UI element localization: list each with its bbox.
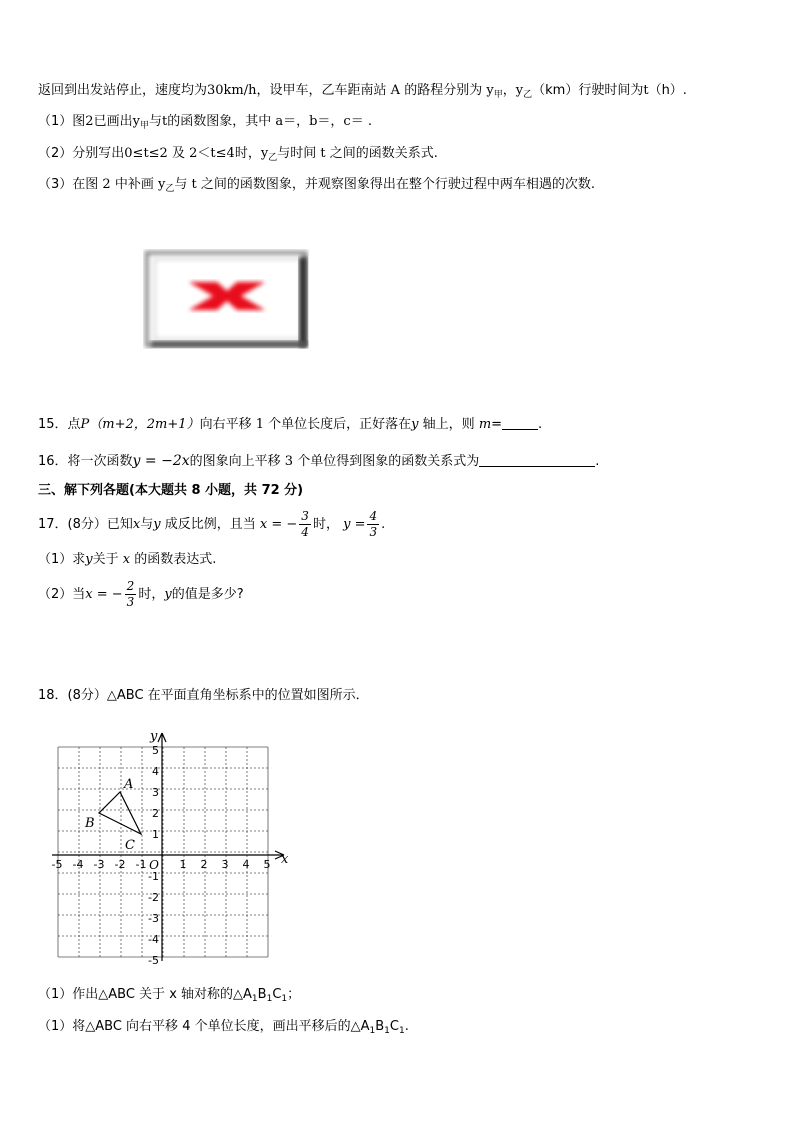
x-tick-label: -1: [135, 858, 147, 871]
q18-p2-end: .: [404, 1019, 409, 1034]
frac1-numerator: 3: [301, 509, 309, 523]
q18-p1-sub2: 1: [266, 994, 273, 1004]
frac1-denominator: 4: [301, 525, 309, 539]
q17-p1-a: （1）求: [38, 552, 86, 567]
x-tick-label: 2: [200, 858, 208, 871]
y-jia: y: [486, 83, 494, 98]
q17-part1: [38, 551, 216, 569]
q14-p3-t: t: [191, 177, 197, 192]
q17-cond-y: y =: [343, 517, 366, 532]
q15-text-c: 轴上，则: [422, 417, 475, 432]
q17-end: .: [381, 517, 386, 532]
q14-p3-a: （3）在图: [38, 177, 99, 192]
x-tick-label: -5: [51, 858, 63, 871]
q14-p2-y: y: [260, 146, 269, 161]
y-tick-label: -1: [148, 870, 159, 883]
q14-p3-f: 之间的函数图象，并观察图象得出在整个行驶过程中两车相遇的次数.: [200, 177, 596, 192]
q18-p2-c: C: [389, 1019, 399, 1034]
x-tick-label: 4: [242, 858, 250, 871]
triangle-abc: [84, 777, 141, 853]
q18-p1-text: （1）作出△ABC 关于 x 轴对称的△A: [38, 987, 252, 1002]
sub-yi: 乙: [523, 90, 533, 100]
q14-p1-d: 与: [148, 114, 162, 129]
q14-p1-sub: 甲: [139, 121, 149, 131]
y-tick-label: 3: [152, 786, 159, 799]
x-tick-label: -2: [114, 858, 126, 871]
q17-p1-b: 关于: [92, 552, 119, 567]
q15-point-p: P: [80, 417, 90, 432]
y-tick-label: 2: [152, 807, 159, 820]
q16-answer-blank[interactable]: [479, 453, 595, 467]
x-tick-label: -3: [93, 858, 105, 871]
axes: [52, 729, 289, 961]
origin-label: O: [149, 858, 159, 872]
q18-p2-text: （1）将△ABC 向右平移 4 个单位长度，画出平移后的△A: [38, 1019, 370, 1034]
q14-p3-c: 中补画: [114, 177, 154, 192]
q14-p1-c: 已画出: [93, 114, 133, 129]
q17-p1-x: x: [122, 552, 131, 567]
q16-end: .: [595, 454, 600, 469]
q14-intro-text-b: ，设甲车，乙车距南站: [256, 83, 387, 98]
q14-p3-y: y: [158, 177, 166, 192]
y-tick-label: 5: [152, 744, 159, 757]
y-tick-label: -2: [148, 891, 159, 904]
q17-p2-a: （2）当: [38, 587, 86, 602]
q17-fraction-x: [299, 509, 311, 540]
q17-cond-x: x = −: [259, 517, 298, 532]
q18-part2: [38, 1018, 409, 1040]
q14-intro-text-e: （km）行驶时间为: [532, 83, 644, 98]
x-tick-label: 5: [263, 858, 271, 871]
q14-p1-abc: a＝，b＝，c＝ .: [275, 114, 372, 129]
q15-line: [38, 416, 542, 434]
q14-part3: [38, 176, 595, 198]
q17-p2-b: 时，: [138, 587, 165, 602]
q15-answer-blank[interactable]: [502, 416, 538, 430]
q14-p2-f: 与时间: [277, 146, 317, 161]
vertex-label-a: A: [124, 777, 134, 792]
q18-p1-b: B: [257, 987, 267, 1002]
q18-p2-sub1: 1: [369, 1026, 376, 1036]
q17-line: [38, 508, 385, 542]
q15-text-a: 向右平移: [199, 417, 252, 432]
q14-p2-range1: 0≤t≤2: [124, 146, 168, 161]
q16-text-a: 的图象向上平移: [189, 454, 281, 469]
sub-jia: 甲: [493, 90, 503, 100]
q16-number: 16．将一次函数: [38, 454, 133, 469]
q15-text-b: 个单位长度后，正好落在: [268, 417, 412, 432]
q14-p1-y: y: [132, 114, 140, 129]
q14-p3-fig: 2: [102, 177, 111, 192]
q15-one: 1: [255, 417, 264, 432]
q14-p2-e: 时，: [234, 146, 261, 161]
y-tick-label: -4: [148, 933, 159, 946]
q17-p2-x: x = −: [85, 587, 123, 602]
x-tick-label: 1: [179, 858, 187, 871]
q18-p1-c: C: [272, 987, 282, 1002]
x-tick-label: -4: [72, 858, 84, 871]
q17-p1-y: y: [85, 552, 93, 567]
q15-y: y: [411, 417, 419, 432]
broken-image-placeholder: [143, 249, 309, 349]
q14-intro-text-a: 返回到出发站停止，速度均为: [38, 83, 208, 98]
q14-intro: [38, 82, 687, 104]
y-tick-label: 1: [152, 828, 159, 841]
q16-text-b: 个单位得到图象的函数关系式为: [297, 454, 480, 469]
broken-image-icon: [143, 249, 309, 349]
q14-p2-sub: 乙: [268, 153, 278, 163]
q14-p2-c: 及: [171, 146, 185, 161]
frac2-numerator: 4: [369, 509, 378, 523]
q14-p3-sub: 乙: [165, 184, 175, 194]
q17-x: x: [132, 517, 141, 532]
q14-p3-d: 与: [174, 177, 188, 192]
q18-p2-sub3: 1: [398, 1026, 405, 1036]
q14-p1-fig: 2: [85, 114, 94, 129]
q18-p2-b: B: [375, 1019, 385, 1034]
q17-fraction-p2: [125, 579, 137, 610]
q15-eq: =: [491, 417, 503, 432]
q14-p2-range2: 2＜t≤4: [189, 146, 235, 161]
section3-title: 三、解下列各题(本大题共 8 小题，共 72 分): [38, 483, 304, 498]
q18-part1: [38, 986, 300, 1008]
vertex-label-b: B: [85, 816, 95, 831]
y-tick-label: 4: [152, 765, 159, 778]
y-axis-label: y: [150, 729, 158, 744]
q14-station: A: [390, 83, 401, 98]
q16-three: 3: [284, 454, 294, 469]
coordinate-grid: [40, 718, 310, 968]
frac3-numerator: 2: [126, 579, 135, 593]
q17-y: y: [153, 517, 161, 532]
triangle-edges: [99, 792, 141, 834]
q14-p1-a: （1）图: [38, 114, 86, 129]
x-tick-label: 3: [221, 858, 229, 871]
q14-p2-a: （2）分别写出: [38, 146, 125, 161]
q15-number: 15．点: [38, 417, 81, 432]
frac2-denominator: 3: [369, 525, 378, 539]
q15-end: .: [538, 417, 543, 432]
q18-p1-sub1: 1: [251, 994, 258, 1004]
q18-p1-sub3: 1: [281, 994, 288, 1004]
frac3-denominator: 3: [126, 595, 135, 609]
y-yi: y: [515, 83, 524, 98]
q14-intro-text-f: （h）.: [648, 83, 687, 98]
q14-speed: 30km/h: [207, 83, 257, 98]
q14-t: t: [643, 83, 649, 98]
q14-p2-h: 之间的函数关系式.: [329, 146, 438, 161]
q17-text-b: 成反比例，且当: [164, 517, 256, 532]
q17-text-c: 时，: [312, 517, 339, 532]
q14-comma: ，: [502, 83, 516, 98]
q14-part2: [38, 145, 438, 167]
y-tick-label: -5: [148, 954, 159, 967]
q17-fraction-y: [367, 509, 379, 540]
q18-p1-end: ；: [287, 987, 301, 1002]
q17-number: 17．(8分）已知: [38, 517, 133, 532]
q15-m: m: [478, 417, 492, 432]
q14-p1-t: t: [161, 114, 168, 129]
q15-coords: （m+2，2m+1）: [89, 417, 200, 432]
x-axis-label: x: [281, 852, 289, 867]
q14-p1-f: 的函数图象，其中: [167, 114, 272, 129]
grid-lines: [58, 747, 268, 957]
q14-intro-text-c: 的路程分别为: [404, 83, 483, 98]
q14-p2-t: t: [320, 146, 326, 161]
q17-p2-c: 的值是多少?: [171, 587, 244, 602]
q17-text-a: 与: [140, 517, 154, 532]
vertex-label-c: C: [125, 838, 135, 853]
q18-p2-sub2: 1: [384, 1026, 390, 1036]
q14-part1: [38, 113, 372, 135]
q17-p2-y: y: [164, 587, 172, 602]
q16-line: [38, 452, 599, 471]
q17-part2: [38, 578, 244, 612]
y-tick-label: -3: [148, 912, 159, 925]
q17-p1-c: 的函数表达式.: [134, 552, 217, 567]
q18-intro: 18．(8分）△ABC 在平面直角坐标系中的位置如图所示．: [38, 688, 369, 703]
q16-function: y = −2x: [132, 453, 190, 469]
